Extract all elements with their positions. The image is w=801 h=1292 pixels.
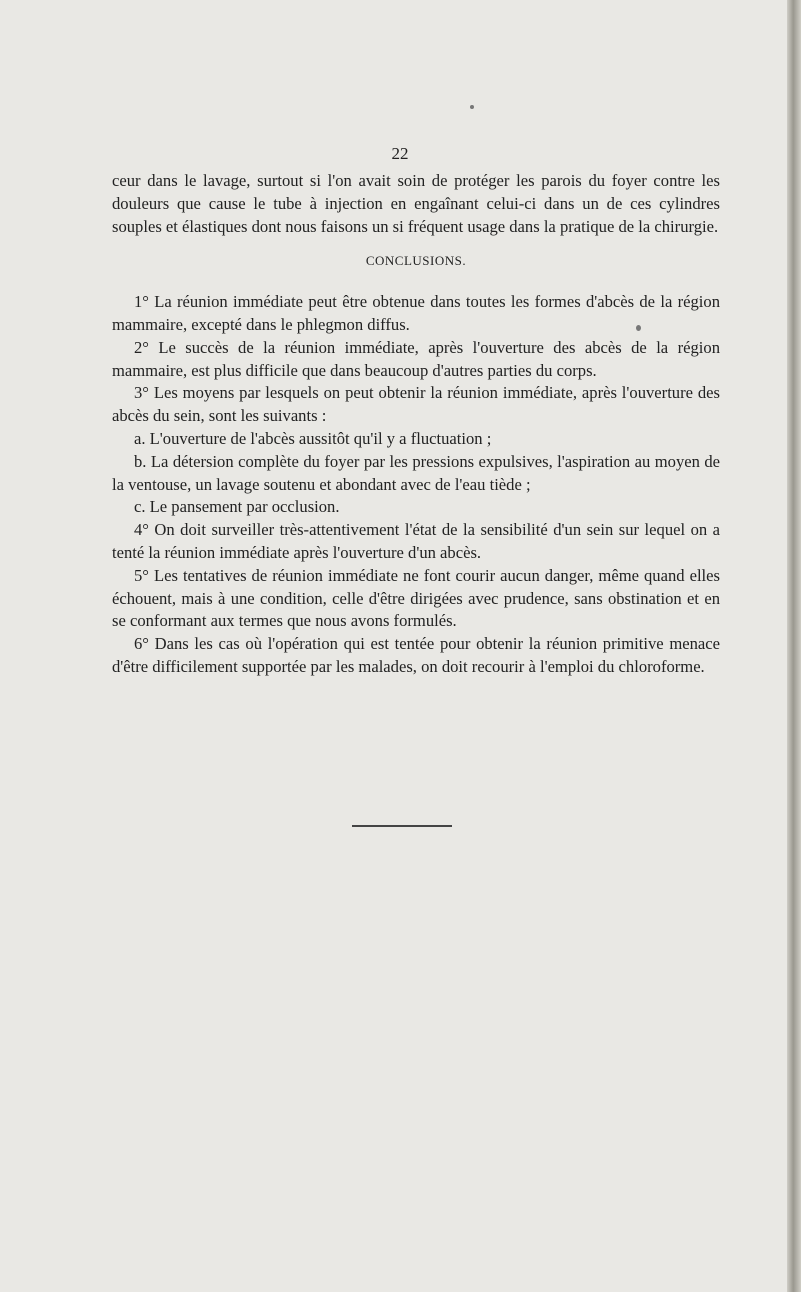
conclusion-3c: c. Le pansement par occlusion. [134, 497, 340, 517]
conclusion-3b: b. La détersion complète du foyer par les pressions expulsives, l'aspiration au moyen de la ventouse, un lavage soutenu et abondant avec de l'eau tiède ; [112, 451, 720, 494]
end-rule [352, 825, 452, 827]
page-number: 22 [391, 144, 409, 163]
conclusion-1: 1° La réunion immédiate peut être obtenue dans toutes les formes d'abcès de la région mammaire, excepté dans le phlegmon diffus. [112, 292, 720, 334]
conclusion-3a: a. L'ouverture de l'abcès aussitôt qu'il y a fluctuation ; [134, 428, 492, 448]
conclusion-4: 4° On doit surveiller très-attentivement l'état de la sensibilité d'un sein sur lequel on a tenté la réunion immédiate après l'ouverture d'un abcès. [112, 520, 720, 562]
conclusion-2: 2° Le succès de la réunion immédiate, après l'ouverture des abcès de la région mammaire, est plus difficile que dans beaucoup d'autres parties du corps. [112, 337, 720, 380]
paper-speck [470, 105, 474, 109]
document-body [112, 170, 720, 679]
section-heading: CONCLUSIONS. [365, 253, 467, 269]
conclusion-5: 5° Les tentatives de réunion immédiate ne font courir aucun danger, même quand elles échouent, mais à une condition, celle d'être dirigées avec prudence, sans obstination et en se conformant aux termes que nous avons formulés. [112, 565, 720, 631]
conclusion-3: 3° Les moyens par lesquels on peut obtenir la réunion immédiate, après l'ouverture des abcès du sein, sont les suivants : [112, 383, 720, 426]
paragraph-intro: ceur dans le lavage, surtout si l'on avait soin de protéger les parois du foyer contre les douleurs que cause le tube à injection en engaînant celui-ci dans un de ces cylindres souples et élastiques dont nous faisons un si fréquent usage dans la pratique de la chirurgie. [112, 171, 720, 236]
page-edge [787, 0, 801, 1292]
conclusion-6: 6° Dans les cas où l'opération qui est tentée pour obtenir la réunion primitive menace d'être difficilement supportée par les malades, on doit recourir à l'emploi du chloroforme. [112, 634, 720, 676]
